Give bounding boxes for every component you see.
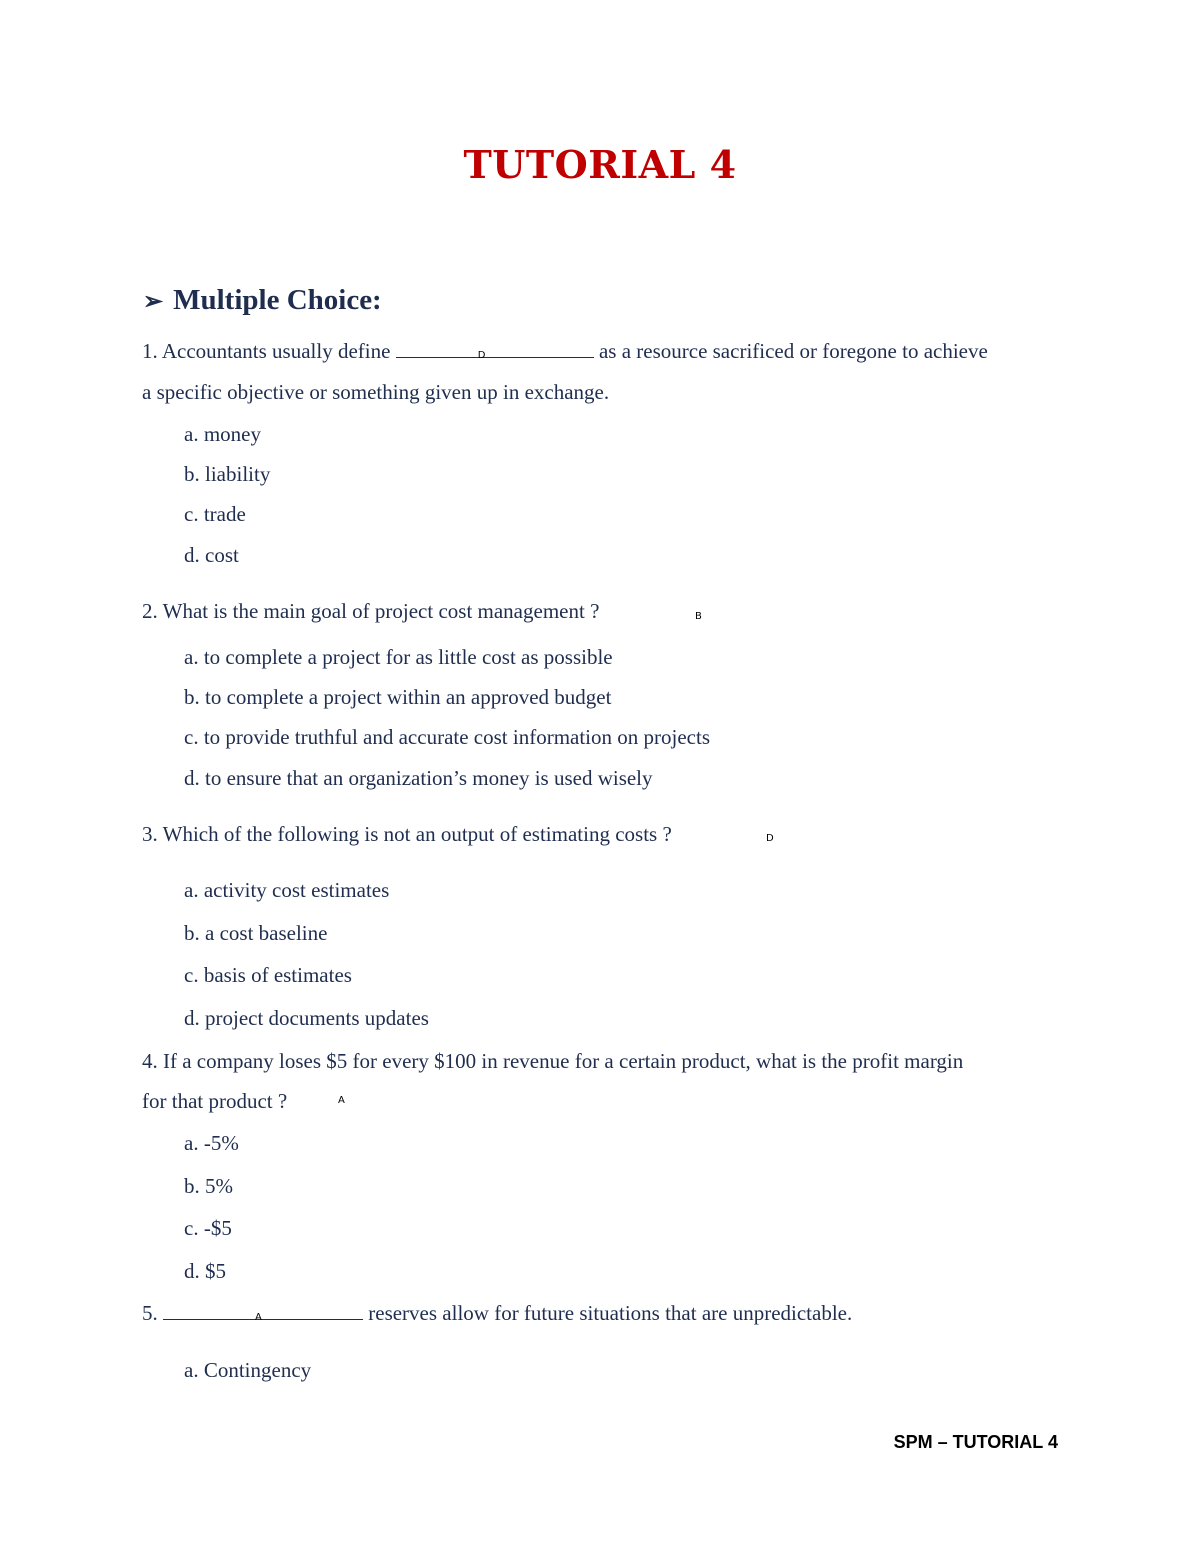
option: c. to provide truthful and accurate cost information on projects xyxy=(184,725,710,749)
question-1-text-start: 1. Accountants usually define xyxy=(142,339,391,363)
answer-mark: D xyxy=(766,833,774,844)
question-4-line-2: for that product ? xyxy=(142,1089,288,1113)
option: b. liability xyxy=(184,462,271,486)
option: c. basis of estimates xyxy=(184,963,352,987)
page-footer: SPM – TUTORIAL 4 xyxy=(893,1432,1058,1452)
question-4-line-1: 4. If a company loses $5 for every $100 in revenue for a certain product, what is the profit margin xyxy=(142,1049,964,1073)
answer-mark: A xyxy=(338,1095,345,1106)
question-1-line-1 xyxy=(142,338,988,364)
answer-blank xyxy=(163,1301,363,1323)
section-heading-text: Multiple Choice: xyxy=(173,284,382,316)
question-5-text: reserves allow for future situations that are unpredictable. xyxy=(368,1301,853,1325)
option: a. Contingency xyxy=(184,1358,312,1382)
answer-mark: B xyxy=(695,611,702,622)
option: c. trade xyxy=(184,502,246,526)
question-1-text-end: as a resource sacrificed or foregone to achieve xyxy=(598,339,988,363)
option: d. project documents updates xyxy=(184,1006,429,1030)
question-5 xyxy=(142,1300,852,1326)
question-2: 2. What is the main goal of project cost management ? xyxy=(142,599,600,623)
option: d. $5 xyxy=(184,1259,226,1283)
option: a. to complete a project for as little cost as possible xyxy=(184,645,613,669)
section-heading xyxy=(143,284,382,317)
question-3: 3. Which of the following is not an output of estimating costs ? xyxy=(142,822,672,846)
option: a. money xyxy=(184,422,261,446)
option: a. activity cost estimates xyxy=(184,878,390,902)
option: b. to complete a project within an approved budget xyxy=(184,685,612,709)
option: d. cost xyxy=(184,543,239,567)
option: d. to ensure that an organization’s money is used wisely xyxy=(184,766,653,790)
answer-blank xyxy=(396,339,594,361)
answer-mark: D xyxy=(477,350,486,361)
option: a. -5% xyxy=(184,1131,239,1155)
option: b. a cost baseline xyxy=(184,921,328,945)
question-1-line-2: a specific objective or something given up in exchange. xyxy=(142,380,610,404)
option: c. -$5 xyxy=(184,1216,232,1240)
page-title: TUTORIAL 4 xyxy=(463,142,737,187)
option: b. 5% xyxy=(184,1174,233,1198)
answer-mark: A xyxy=(255,1312,262,1323)
question-5-number: 5. xyxy=(142,1301,158,1325)
arrow-bullet-icon: ➢ xyxy=(143,289,164,315)
